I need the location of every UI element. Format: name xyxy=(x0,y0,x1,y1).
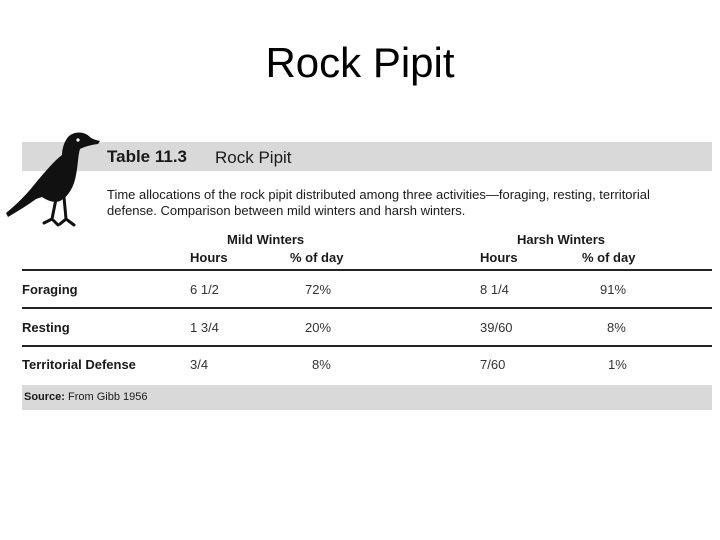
rule-row xyxy=(22,307,712,309)
col-header-harsh-hours: Hours xyxy=(480,250,518,265)
row-label-foraging: Foraging xyxy=(22,282,78,297)
table-name: Rock Pipit xyxy=(215,148,292,167)
table-number: Table 11.3 xyxy=(107,147,188,166)
rule-header xyxy=(22,269,712,271)
rule-row xyxy=(22,345,712,347)
slide-title: Rock Pipit xyxy=(265,39,455,86)
col-header-harsh-pct: % of day xyxy=(582,250,636,265)
group-header-harsh: Harsh Winters xyxy=(517,232,606,247)
cell-mild-hours: 6 1/2 xyxy=(190,282,219,297)
row-label-resting: Resting xyxy=(22,320,70,335)
row-label-territorial-defense: Territorial Defense xyxy=(22,357,136,372)
source-text: From Gibb 1956 xyxy=(68,391,148,403)
source-note xyxy=(24,391,148,403)
cell-mild-pct: 20% xyxy=(305,320,332,335)
cell-harsh-pct: 8% xyxy=(607,320,626,335)
group-header-mild: Mild Winters xyxy=(227,232,305,247)
table-caption: Time allocations of the rock pipit distributed among three activities—foraging, resting, territorial defense. Comparison between mild winters and harsh winters. xyxy=(107,187,650,218)
cell-harsh-pct: 91% xyxy=(600,282,627,297)
cell-harsh-hours: 7/60 xyxy=(480,357,506,372)
cell-mild-hours: 3/4 xyxy=(190,357,209,372)
col-header-mild-hours: Hours xyxy=(190,250,228,265)
cell-harsh-hours: 39/60 xyxy=(480,320,513,335)
source-bar xyxy=(22,385,712,410)
cell-harsh-hours: 8 1/4 xyxy=(480,282,509,297)
cell-mild-pct: 8% xyxy=(312,357,331,372)
cell-harsh-pct: 1% xyxy=(608,357,627,372)
cell-mild-pct: 72% xyxy=(305,282,332,297)
col-header-mild-pct: % of day xyxy=(290,250,344,265)
table-figure xyxy=(22,125,712,410)
cell-mild-hours: 1 3/4 xyxy=(190,320,219,335)
bird-icon xyxy=(4,127,109,235)
source-label: Source: xyxy=(24,391,65,403)
